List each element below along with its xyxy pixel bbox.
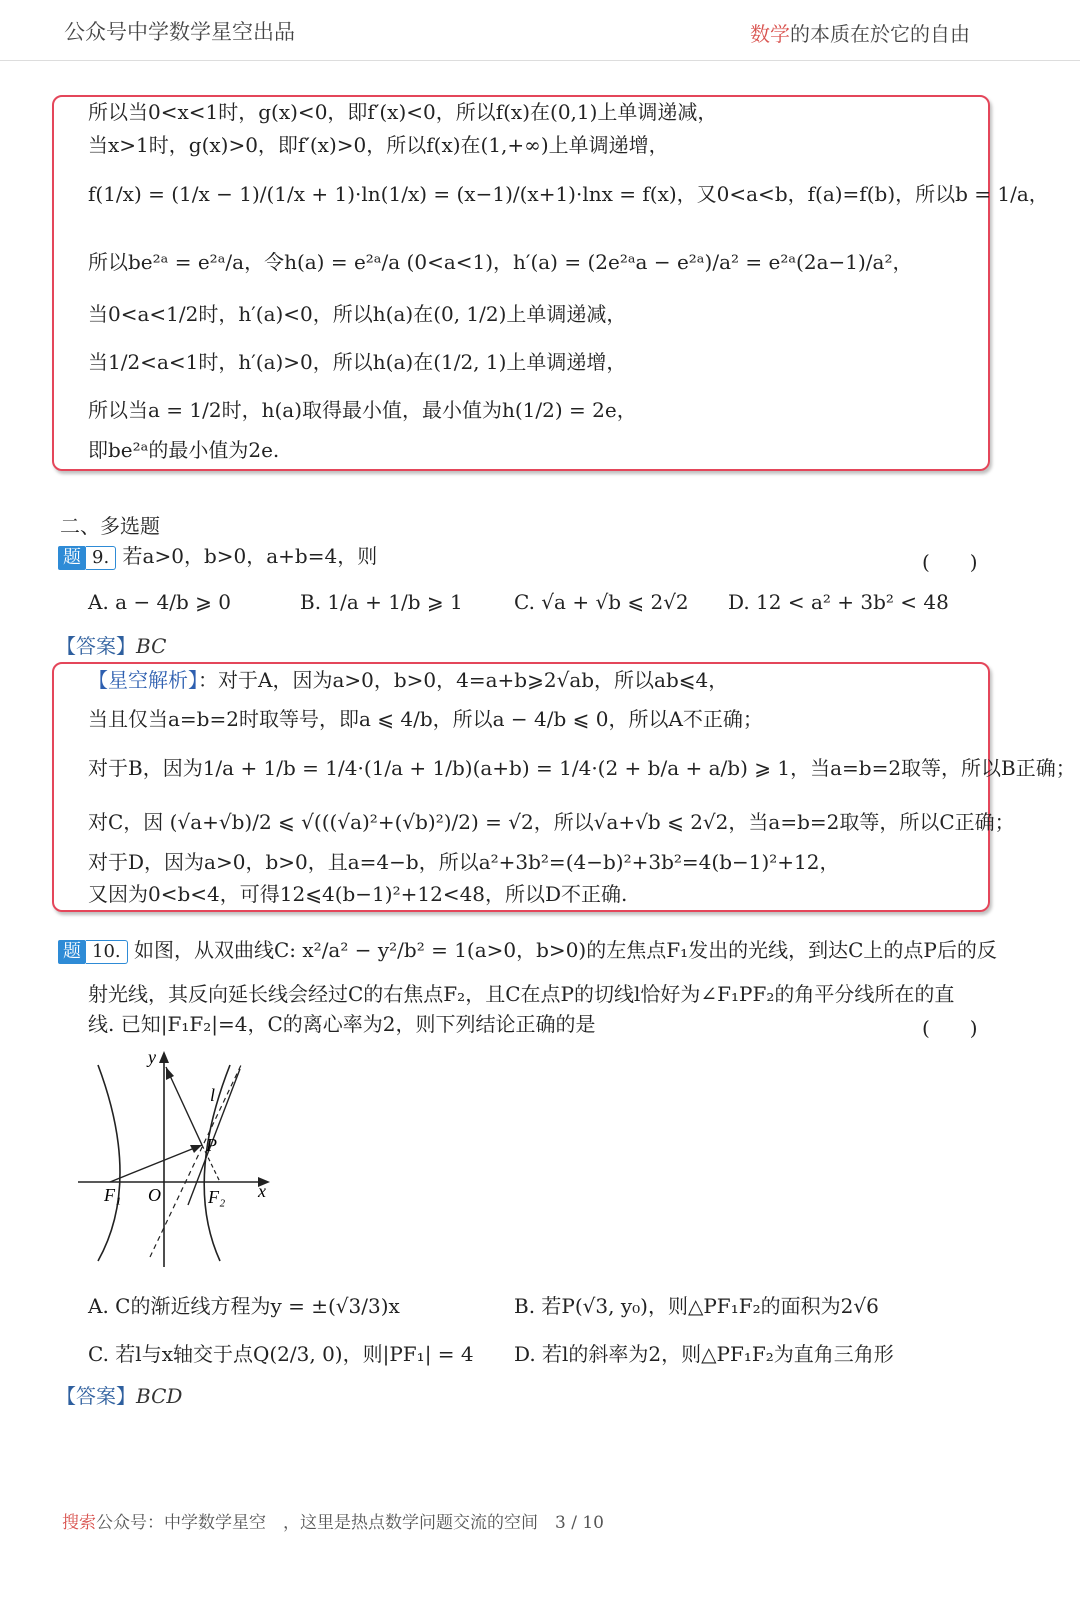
y-axis-arrow xyxy=(159,1051,169,1063)
label-f1: F₁ xyxy=(104,1185,122,1205)
question-stem-line3: 线. 已知|F₁F₂|=4，C的离心率为2，则下列结论正确的是 xyxy=(88,1012,596,1036)
solution-line: f(1/x) = (1/x − 1)/(1/x + 1)·ln(1/x) = (x−1)/(x+1)·lnx = f(x)，又0<a<b，f(a)=f(b)，所以b = 1/a， xyxy=(88,182,1049,206)
answer-paren: ( ) xyxy=(922,1016,978,1040)
solution-line: 所以当0<x<1时，g(x)<0，即f′(x)<0，所以f(x)在(0,1)上单调递减， xyxy=(88,100,718,124)
question-stem: 若a>0，b>0，a+b=4，则 xyxy=(122,544,378,568)
header-rest: 的本质在於它的自由 xyxy=(790,22,970,46)
option-d: D. 若l的斜率为2，则△PF₁F₂为直角三角形 xyxy=(514,1342,894,1366)
answer-value: BCD xyxy=(136,1384,183,1408)
question-stem-line1: 如图，从双曲线C: x²/a² − y²/b² = 1(a>0，b>0)的左焦点F₁发出的光线，到达C上的点P后的反 xyxy=(134,938,997,962)
analysis-line: 对于D，因为a>0，b>0，且a=4−b，所以a²+3b²=(4−b)²+3b²=4(b−1)²+12， xyxy=(88,850,840,874)
label-l: l xyxy=(210,1085,216,1105)
header-right xyxy=(750,18,970,47)
answer-10 xyxy=(56,1384,182,1408)
footer xyxy=(62,1508,604,1533)
label-y: y xyxy=(148,1047,156,1067)
option-a: A. C的渐近线方程为y = ±(√3/3)x xyxy=(88,1294,400,1318)
question-9 xyxy=(58,544,377,570)
page-number: 3 / 10 xyxy=(555,1513,604,1533)
label-o: O xyxy=(148,1185,161,1205)
analysis-label: 【星空解析】 xyxy=(88,668,198,692)
analysis-line: 对于B，因为1/a + 1/b = 1/4·(1/a + 1/b)(a+b) = 1/4·(2 + b/a + a/b) ⩾ 1，当a=b=2取等，所以B正确； xyxy=(88,756,1076,780)
right-branch xyxy=(204,1065,230,1261)
solution-line: 当x>1时，g(x)>0，即f′(x)>0，所以f(x)在(1,+∞)上单调递增， xyxy=(88,133,669,157)
option-b: B. 若P(√3, y₀)，则△PF₁F₂的面积为2√6 xyxy=(514,1294,879,1318)
solution-line: 当1/2<a<1时，h′(a)>0，所以h(a)在(1/2, 1)上单调递增， xyxy=(88,350,627,374)
solution-line: 当0<a<1/2时，h′(a)<0，所以h(a)在(0, 1/2)上单调递减， xyxy=(88,302,627,326)
answer-value: BC xyxy=(136,634,167,658)
footer-text: 公众号：中学数学星空 ，这里是热点数学问题交流的空间 xyxy=(96,1513,538,1533)
analysis-line: 当且仅当a=b=2时取等号，即a ⩽ 4/b，所以a − 4/b ⩽ 0，所以A不正确； xyxy=(88,707,763,731)
option-b: B. 1/a + 1/b ⩾ 1 xyxy=(300,590,463,614)
incident-ray xyxy=(110,1145,202,1182)
header-left: 公众号中学数学星空出品 xyxy=(64,20,295,44)
analysis-text: ：对于A，因为a>0，b>0，4=a+b⩾2√ab，所以ab⩽4， xyxy=(198,668,729,692)
solution-line: 即be²ᵃ的最小值为2e. xyxy=(88,438,280,462)
label-p: P xyxy=(206,1135,217,1155)
label-x: x xyxy=(258,1181,266,1201)
option-a: A. a − 4/b ⩾ 0 xyxy=(88,590,232,614)
answer-paren: ( ) xyxy=(922,550,978,574)
question-number: 9. xyxy=(86,546,116,570)
question-tag: 题 xyxy=(58,546,86,570)
analysis-line: 对C，因 (√a+√b)/2 ⩽ √(((√a)²+(√b)²)/2) = √2，所以√a+√b ⩽ 2√2，当a=b=2取等，所以C正确； xyxy=(88,810,1015,834)
analysis-line: 又因为0<b<4，可得12⩽4(b−1)²+12<48，所以D不正确. xyxy=(88,882,628,906)
question-tag: 题 xyxy=(58,940,86,964)
header-accent: 数学 xyxy=(750,22,790,46)
section-title: 二、多选题 xyxy=(60,514,160,538)
question-number: 10. xyxy=(86,940,128,964)
label-f2: F₂ xyxy=(208,1187,226,1207)
answer-label: 【答案】 xyxy=(56,1384,136,1408)
option-d: D. 12 < a² + 3b² < 48 xyxy=(728,590,949,614)
option-c: C. 若l与x轴交于点Q(2/3, 0)，则|PF₁| = 4 xyxy=(88,1342,474,1366)
analysis-line xyxy=(88,668,728,692)
left-branch xyxy=(98,1065,120,1261)
question-10 xyxy=(58,938,997,964)
reflected-arrow xyxy=(166,1067,174,1080)
option-c: C. √a + √b ⩽ 2√2 xyxy=(514,590,689,614)
header-divider xyxy=(0,60,1080,61)
question-stem-line2: 射光线，其反向延长线会经过C的右焦点F₂，且C在点P的切线l恰好为∠F₁PF₂的角平分线所在的直 xyxy=(88,982,955,1006)
solution-line: 所以当a = 1/2时，h(a)取得最小值，最小值为h(1/2) = 2e， xyxy=(88,398,637,422)
reflected-ray xyxy=(166,1067,202,1145)
solution-line: 所以be²ᵃ = e²ᵃ/a，令h(a) = e²ᵃ/a (0<a<1)，h′(a) = (2e²ᵃa − e²ᵃ)/a² = e²ᵃ(2a−1)/a²， xyxy=(88,250,913,274)
footer-search: 搜索 xyxy=(62,1513,96,1533)
answer-9 xyxy=(56,634,166,658)
answer-label: 【答案】 xyxy=(56,634,136,658)
hyperbola-figure xyxy=(70,1045,280,1270)
analysis-box xyxy=(52,662,990,912)
